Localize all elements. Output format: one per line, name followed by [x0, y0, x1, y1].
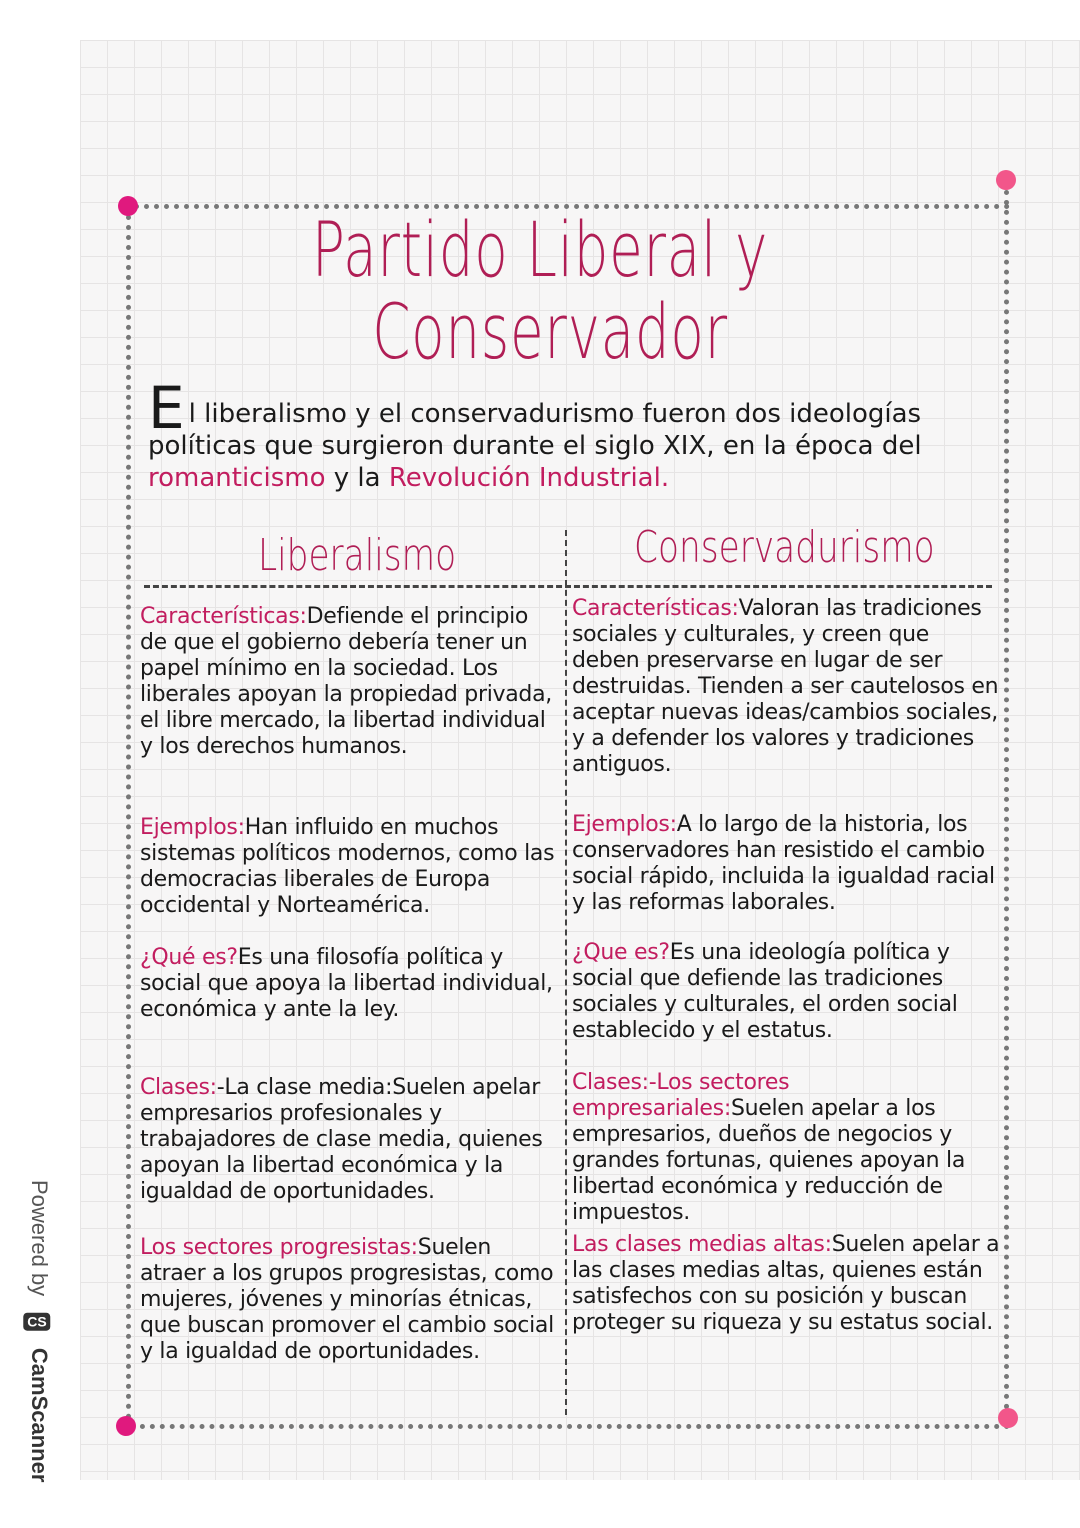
lib-ejemplos-text: Han influido en muchos sistemas políticos modernos, como las democracias liberales de Europa occidental y Norteamérica. [140, 815, 555, 918]
con-clases-label: Clases: [572, 1070, 649, 1095]
corner-dot-top-right [996, 170, 1016, 190]
intro-paragraph [148, 374, 988, 494]
intro-romanticismo: romanticismo [148, 463, 326, 493]
intro-text-a: l liberalismo y el conservadurismo fueron dos ideologías políticas que surgieron durante el siglo XIX, en la época del [148, 399, 922, 461]
heading-liberalismo: Liberalismo [258, 530, 457, 581]
page-title-line1: Partido Liberal y [311, 205, 769, 294]
heading-conservadurismo: Conservadurismo [634, 522, 935, 573]
lib-caracteristicas-label: Características: [140, 604, 307, 629]
dotted-border-bottom [130, 1424, 1010, 1429]
camscanner-logo-icon: CS [23, 1313, 50, 1331]
lib-que-es [140, 945, 558, 1023]
corner-dot-bottom-left [116, 1416, 136, 1436]
con-ejemplos-label: Ejemplos: [572, 812, 677, 837]
con-clases-text: Suelen apelar a los empresarios, dueños de negocios y grandes fortunas, quienes apoyan la libertad económica y reducción de impuestos. [572, 1096, 966, 1225]
con-que-es-label: ¿Que es? [572, 940, 670, 965]
lib-que-es-label: ¿Qué es? [140, 945, 238, 970]
corner-dot-bottom-right [998, 1408, 1018, 1428]
lib-caracteristicas [140, 604, 558, 760]
intro-first-letter: E [148, 374, 185, 442]
lib-sectores [140, 1235, 558, 1365]
dotted-border-right [1004, 190, 1009, 1420]
lib-clases [140, 1075, 558, 1205]
lib-sectores-label: Los sectores progresistas: [140, 1235, 418, 1260]
lib-caracteristicas-text: Defiende el principio de que el gobierno debería tener un papel mínimo en la sociedad. Los liberales apoyan la propiedad privada, el libre mercado, la libertad individual y los derechos humanos. [140, 604, 552, 759]
con-ejemplos-text: A lo largo de la historia, los conservadores han resistido el cambio social rápido, incluida la igualdad racial y las reformas laborales. [572, 812, 995, 915]
con-caracteristicas-text: Valoran las tradiciones sociales y culturales, y creen que deben preservarse en lugar de ser destruidas. Tienden a ser cautelosos en aceptar nuevas ideas/cambios sociales, y a defender los valores y tradiciones antiguos. [572, 596, 999, 777]
dotted-border-left [126, 215, 131, 1420]
page-title-line2: Conservador [372, 287, 728, 376]
con-caracteristicas [572, 596, 1002, 778]
lib-clases-sub: -La clase media: [216, 1075, 393, 1100]
con-medias [572, 1232, 1002, 1336]
con-medias-text: Suelen apelar a las clases medias altas, quienes están satisfechos con su posición y buscan proteger su riqueza y su estatus social. [572, 1232, 1000, 1335]
camscanner-watermark [22, 1180, 52, 1483]
lib-que-es-text: Es una filosofía política y social que apoya la libertad individual, económica y ante la ley. [140, 945, 553, 1022]
intro-revolucion: Revolución Industrial. [388, 463, 670, 493]
column-divider [565, 530, 567, 1415]
lib-clases-text: Suelen apelar empresarios profesionales y trabajadores de clase media, quienes apoyan la libertad económica y la igualdad de oportunidades. [140, 1075, 543, 1204]
lib-ejemplos-label: Ejemplos: [140, 815, 245, 840]
header-divider [144, 585, 992, 588]
con-medias-label: Las clases medias altas: [572, 1232, 832, 1257]
corner-dot-top-left [118, 196, 138, 216]
con-clases-sub: -Los sectores empresariales: [572, 1070, 790, 1121]
watermark-powered: Powered by [27, 1180, 52, 1297]
lib-clases-label: Clases: [140, 1075, 217, 1100]
con-que-es-text: Es una ideología política y social que defiende las tradiciones sociales y culturales, el orden social establecido y el estatus. [572, 940, 958, 1043]
lib-ejemplos [140, 815, 558, 919]
con-clases [572, 1070, 1002, 1226]
con-que-es [572, 940, 1002, 1044]
con-caracteristicas-label: Características: [572, 596, 739, 621]
watermark-brand: CamScanner [27, 1347, 52, 1483]
con-ejemplos [572, 812, 1002, 916]
lib-sectores-text: Suelen atraer a los grupos progresistas, como mujeres, jóvenes y minorías étnicas, que buscan promover el cambio social y la igualdad de oportunidades. [140, 1235, 554, 1364]
intro-text-b: y la [325, 463, 389, 493]
